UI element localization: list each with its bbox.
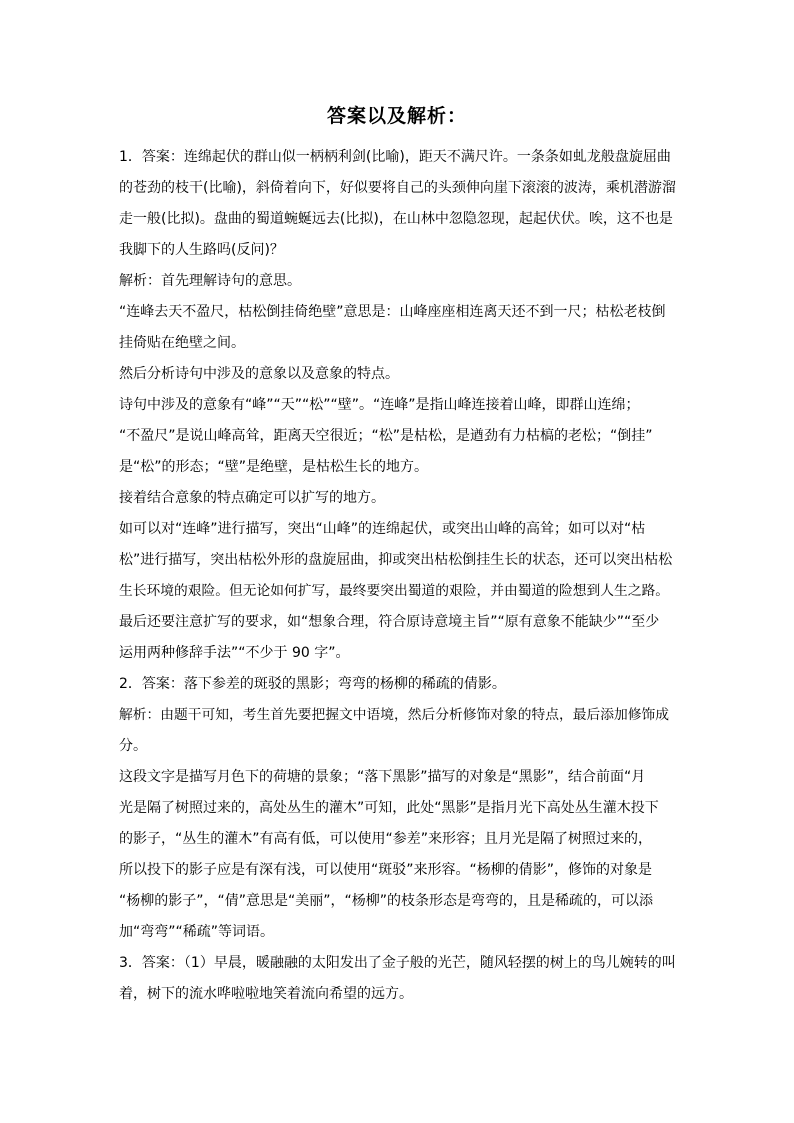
text-line: 解析：由题干可知，考生首先要把握文中语境，然后分析修饰对象的特点，最后添加修饰成 — [119, 707, 670, 723]
text-line: 运用两种修辞手法”“不少于 90 字”。 — [119, 645, 350, 661]
text-line: 然后分析诗句中涉及的意象以及意象的特点。 — [119, 366, 399, 382]
document-body — [119, 142, 676, 1010]
text-line: 的影子，“丛生的灌木”有高有低，可以使用“参差”来形容；且月光是隔了树照过来的， — [119, 831, 653, 847]
text-line: 加“弯弯”“稀疏”等词语。 — [119, 924, 275, 940]
text-line: 分。 — [119, 738, 147, 754]
text-line: 我脚下的人生路吗(反问)？ — [119, 242, 284, 258]
text-line: 最后还要注意扩写的要求，如“想象合理，符合原诗意境主旨”“原有意象不能缺少”“至少 — [119, 614, 660, 630]
text-line: 接着结合意象的特点确定可以扩写的地方。 — [119, 490, 385, 506]
text-line: “杨柳的影子”，“倩”意思是“美丽”，“杨柳”的枝条形态是弯弯的，且是稀疏的，可以添 — [119, 893, 654, 909]
text-line: 是“松”的形态；“壁”是绝壁，是枯松生长的地方。 — [119, 459, 429, 475]
text-line: 3．答案：（1）早晨，暖融融的太阳发出了金子般的光芒，随风轻摆的树上的鸟儿婉转的叫 — [119, 955, 676, 971]
text-line: 如可以对“连峰”进行描写，突出“山峰”的连绵起伏，或突出山峰的高耸；如可以对“枯 — [119, 521, 646, 537]
page-title: 答案以及解析： — [326, 105, 467, 127]
text-line: 松”进行描写，突出枯松外形的盘旋屈曲，抑或突出枯松倒挂生长的状态，还可以突出枯松 — [119, 552, 673, 568]
text-line: “不盈尺”是说山峰高耸，距离天空很近；“松”是枯松，是遒劲有力枯槁的老松；“倒挂” — [119, 428, 653, 444]
text-line: 所以投下的影子应是有深有浅，可以使用“斑驳”来形容。“杨柳的倩影”，修饰的对象是 — [119, 862, 653, 878]
text-line: 2．答案：落下参差的斑驳的黑影；弯弯的杨柳的稀疏的倩影。 — [119, 676, 506, 692]
text-line: “连峰去天不盈尺，枯松倒挂倚绝壁”意思是：山峰座座相连离天还不到一尺；枯松老枝倒 — [119, 304, 666, 320]
text-line: 生长环境的艰险。但无论如何扩写，最终要突出蜀道的艰险，并由蜀道的险想到人生之路。 — [119, 583, 670, 599]
text-line: 挂倚贴在绝壁之间。 — [119, 335, 245, 351]
text-line: 1．答案：连绵起伏的群山似一柄柄利剑(比喻)，距天不满尺许。一条条如虬龙般盘旋屈曲 — [119, 149, 671, 165]
text-line: 这段文字是描写月色下的荷塘的景象；“落下黑影”描写的对象是“黑影”，结合前面“月 — [119, 769, 646, 785]
text-line: 着，树下的流水哗啦啦地笑着流向希望的远方。 — [119, 986, 413, 1002]
text-line: 解析：首先理解诗句的意思。 — [119, 273, 301, 289]
text-line: 的苍劲的枝干(比喻)，斜倚着向下，好似要将自己的头颈伸向崖下滚滚的波涛，乘机潜游溜 — [119, 180, 676, 196]
text-line: 走一般(比拟)。盘曲的蜀道蜿蜒远去(比拟)，在山林中忽隐忽现，起起伏伏。唉，这不也是 — [119, 211, 673, 227]
text-line: 诗句中涉及的意象有“峰”“天”“松”“壁”。“连峰”是指山峰连接着山峰，即群山连绵； — [119, 397, 640, 413]
text-line: 光是隔了树照过来的，高处丛生的灌木”可知，此处“黑影”是指月光下高处丛生灌木投下 — [119, 800, 659, 816]
